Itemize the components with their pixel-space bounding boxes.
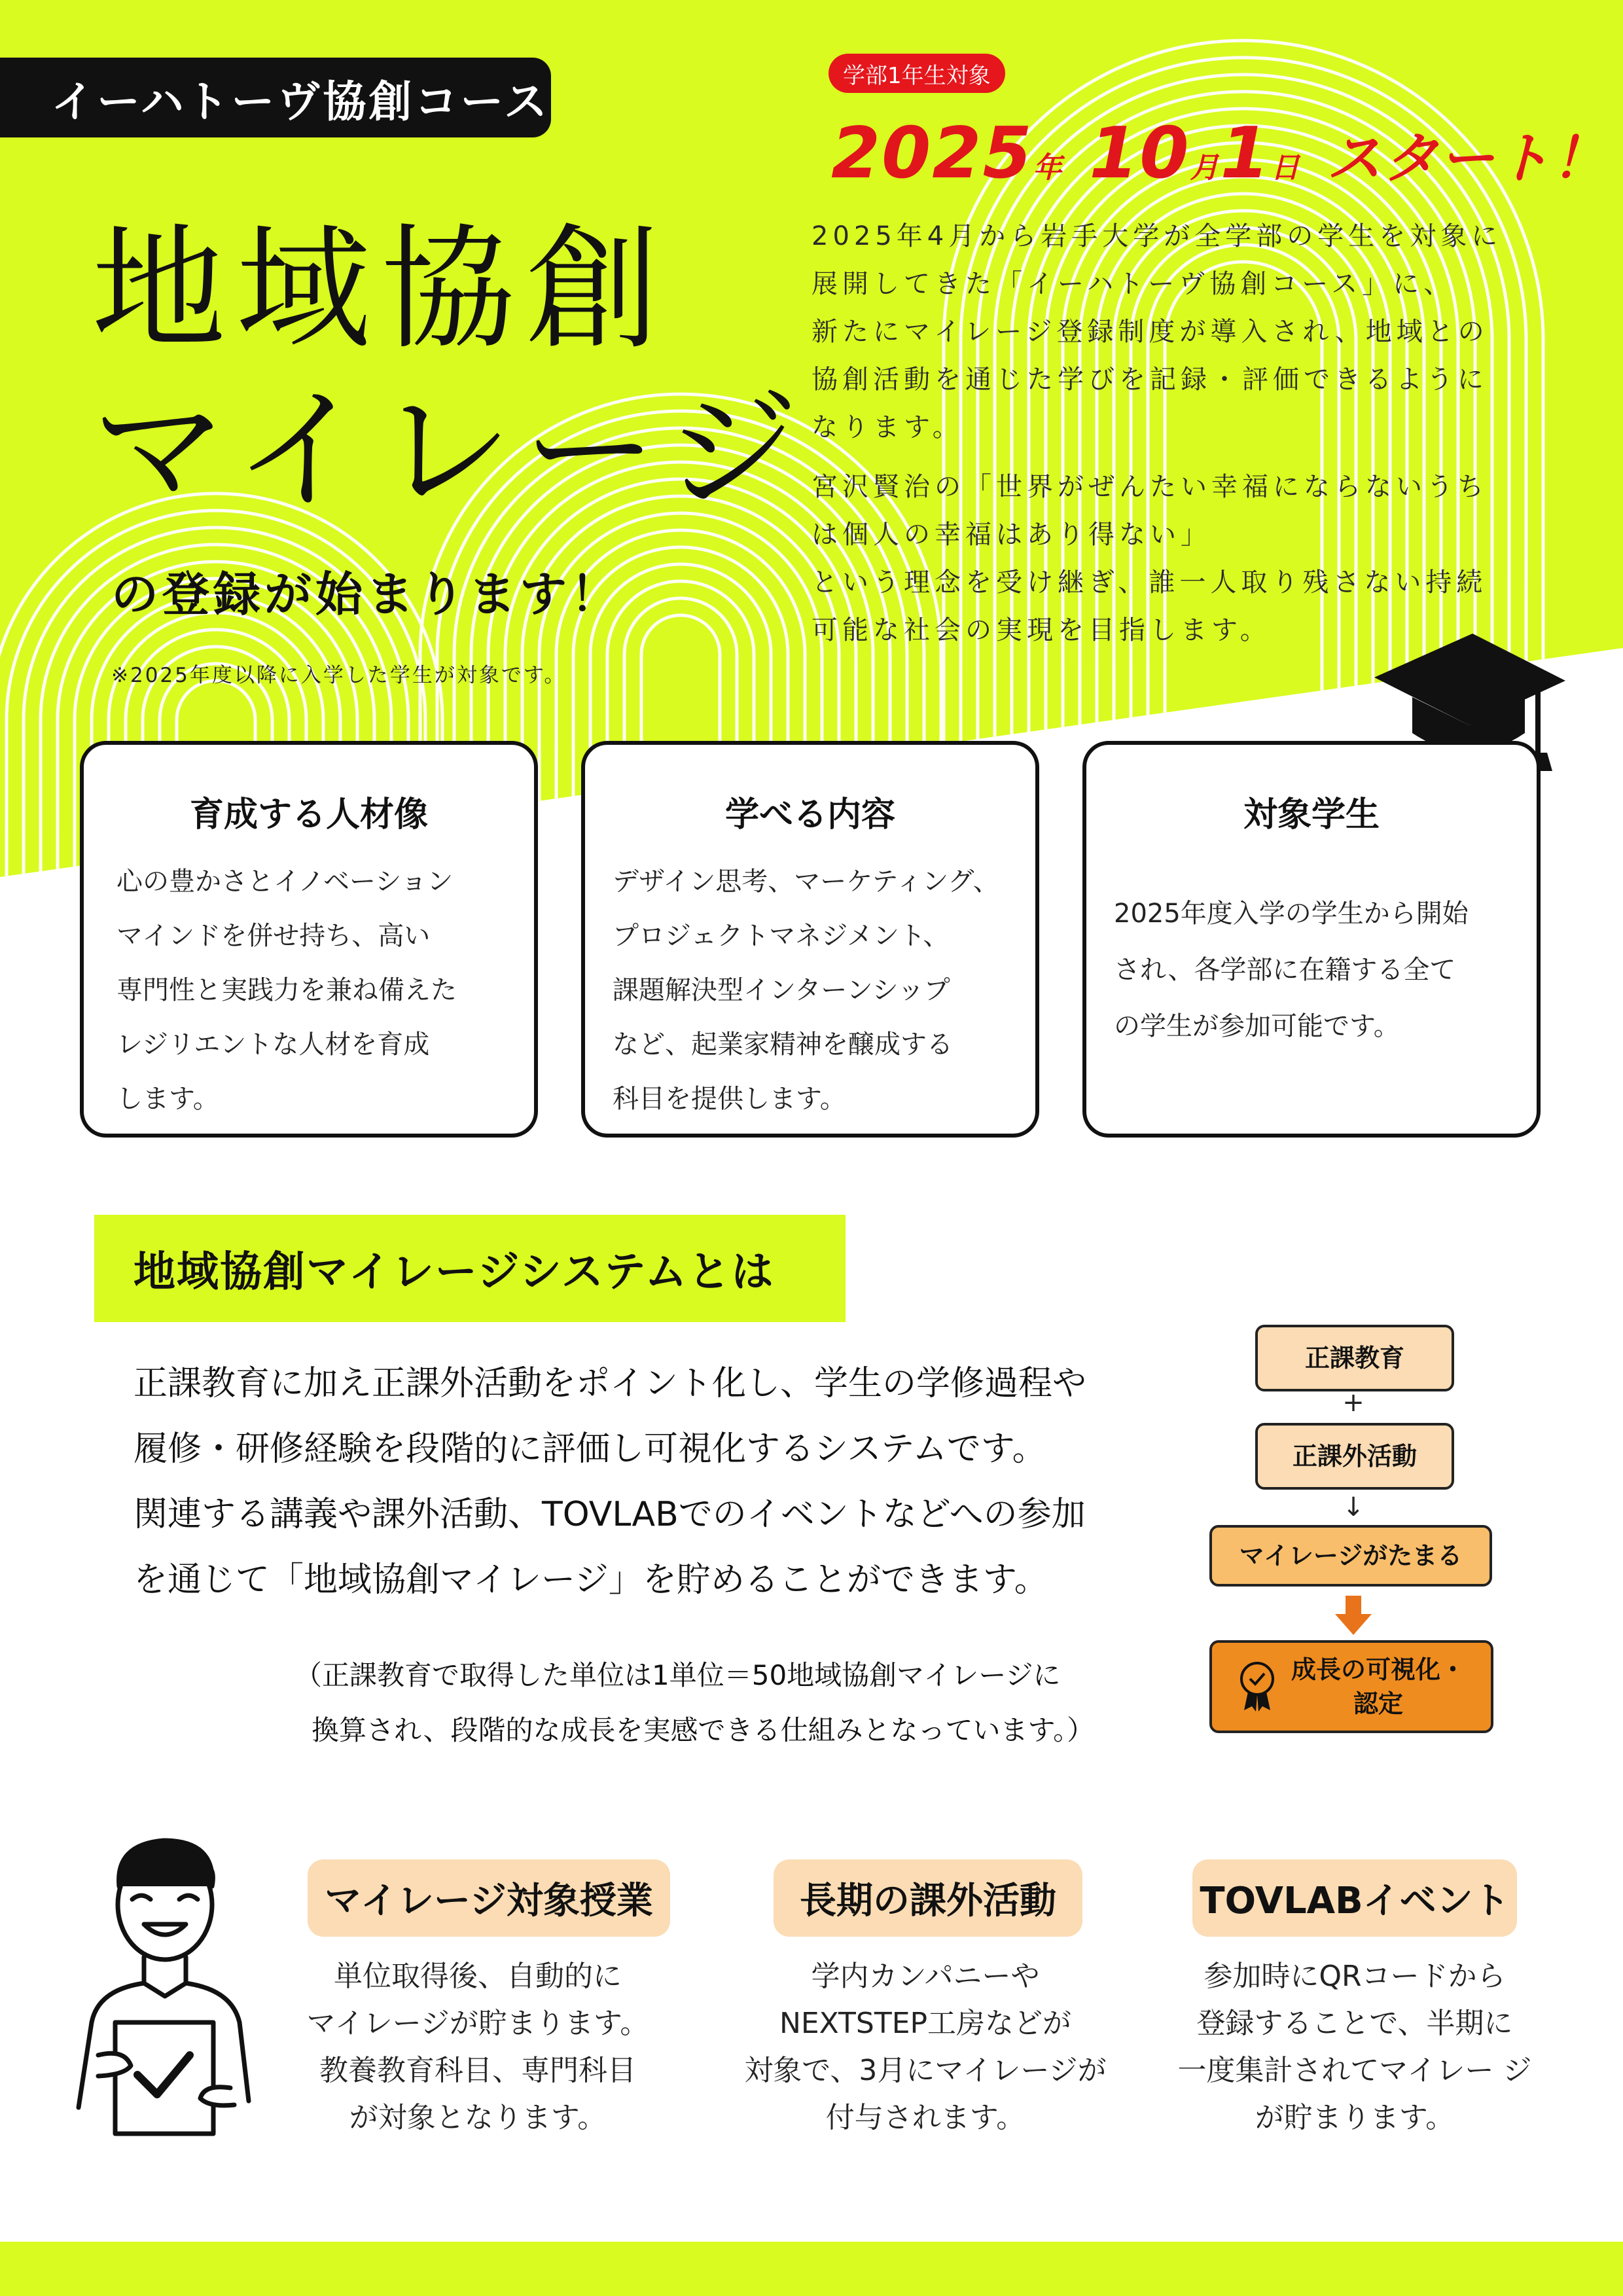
intro-text xyxy=(812,213,1551,655)
card-body: デザイン思考、マーケティング、 プロジェクトマネジメント、 課題解決型インターンシップ など、起業家精神を醸成する 科目を提供します。 xyxy=(613,867,999,1114)
category-extracurricular-title: 長期の課外活動 xyxy=(774,1859,1082,1937)
start-date xyxy=(831,113,1608,194)
category-tovlab-events-title: TOVLABイベント xyxy=(1192,1859,1517,1937)
course-name-badge: イーハトーヴ協創コース xyxy=(0,58,551,137)
flow-step-growth-certification xyxy=(1209,1640,1493,1733)
start-day: 1 xyxy=(1220,113,1271,194)
category-credit-courses-title: マイレージ対象授業 xyxy=(308,1859,670,1937)
year-unit: 年 xyxy=(1033,151,1063,185)
day-unit: 日 xyxy=(1270,151,1301,185)
card-title: 対象学生 xyxy=(1243,795,1380,834)
card-title: 学べる内容 xyxy=(724,795,895,834)
card-talent-profile xyxy=(80,741,538,1138)
start-year: 2025 xyxy=(831,113,1033,194)
category-tovlab-events-desc: 参加時にQRコードから 登録することで、半期に 一度集計されてマイレー ジ が貯まります。 xyxy=(1177,1960,1532,2134)
system-heading: 地域協創マイレージシステムとは xyxy=(94,1215,846,1322)
main-title-line2: マイレージ xyxy=(92,373,810,529)
footer-bar xyxy=(0,2242,1623,2296)
card-target-students xyxy=(1082,741,1541,1138)
card-body: 2025年度入学の学生から開始 され、各学部に在籍する全て の学生が参加可能です。 xyxy=(1114,899,1469,1041)
intro-paragraph-2: 宮沢賢治の「世界がぜんたい幸福にならないうち は個人の幸福はあり得ない」 という理念を受け継ぎ、誰一人取り残さない持続 可能な社会の実現を目指します。 xyxy=(812,472,1488,645)
student-illustration xyxy=(52,1826,281,2140)
system-description: 正課教育に加え正課外活動をポイント化し、学生の学修過程や 履修・研修経験を段階的に評価し可視化するシステムです。 関連する講義や課外活動、TOVLABでのイベントなどへの参加 を通じて「地域協創マイレージ」を貯めることができます。 xyxy=(134,1364,1087,1600)
month-unit: 月 xyxy=(1190,151,1221,185)
target-audience-badge: 学部1年生対象 xyxy=(829,54,1005,93)
main-title-line1: 地域協創 xyxy=(92,212,670,368)
flow-down-arrow: ↓ xyxy=(1342,1492,1364,1522)
main-title xyxy=(92,209,810,531)
intro-paragraph-1: 2025年4月から岩手大学が全学部の学生を対象に 展開してきた「イーハトーヴ協創コース」に、 新たにマイレージ登録制度が導入され、地域との 協創活動を通じた学びを記録・評価できるように なります。 xyxy=(812,221,1503,442)
card-body: 心の豊かさとイノベーション マインドを併せ持ち、高い 専門性と実践力を兼ね備えた レジリエントな人材を育成 します。 xyxy=(116,867,457,1114)
flow-plus: + xyxy=(1342,1388,1364,1418)
subtitle: の登録が始まります！ xyxy=(111,567,622,622)
category-credit-courses-desc: 単位取得後、自動的に マイレージが貯まります。 教養教育科目、専門科目 が対象となります。 xyxy=(306,1960,649,2134)
flow-step-extracurricular: 正課外活動 xyxy=(1255,1423,1454,1490)
system-note: （正課教育で取得した単位は1単位＝50地域協創マイレージに 換算され、段階的な成長を実感できる仕組みとなっています。） xyxy=(294,1659,1095,1746)
card-learning-content xyxy=(581,741,1039,1138)
flow-step-regular-education: 正課教育 xyxy=(1255,1325,1454,1391)
orange-down-arrow-icon xyxy=(1332,1596,1374,1638)
card-title: 育成する人材像 xyxy=(189,795,428,834)
start-month: 10 xyxy=(1089,113,1190,194)
flow-step-mileage-accumulates: マイレージがたまる xyxy=(1209,1525,1492,1587)
start-word: スタート！ xyxy=(1327,126,1609,190)
eligibility-note: ※2025年度以降に入学した学生が対象です。 xyxy=(111,664,567,687)
award-badge-icon xyxy=(1238,1660,1277,1713)
category-extracurricular-desc: 学内カンパニーや NEXTSTEP工房などが 対象で、3月にマイレージが 付与されます。 xyxy=(744,1960,1107,2134)
growth-certification-label: 成長の可視化・ 認定 xyxy=(1291,1655,1465,1718)
